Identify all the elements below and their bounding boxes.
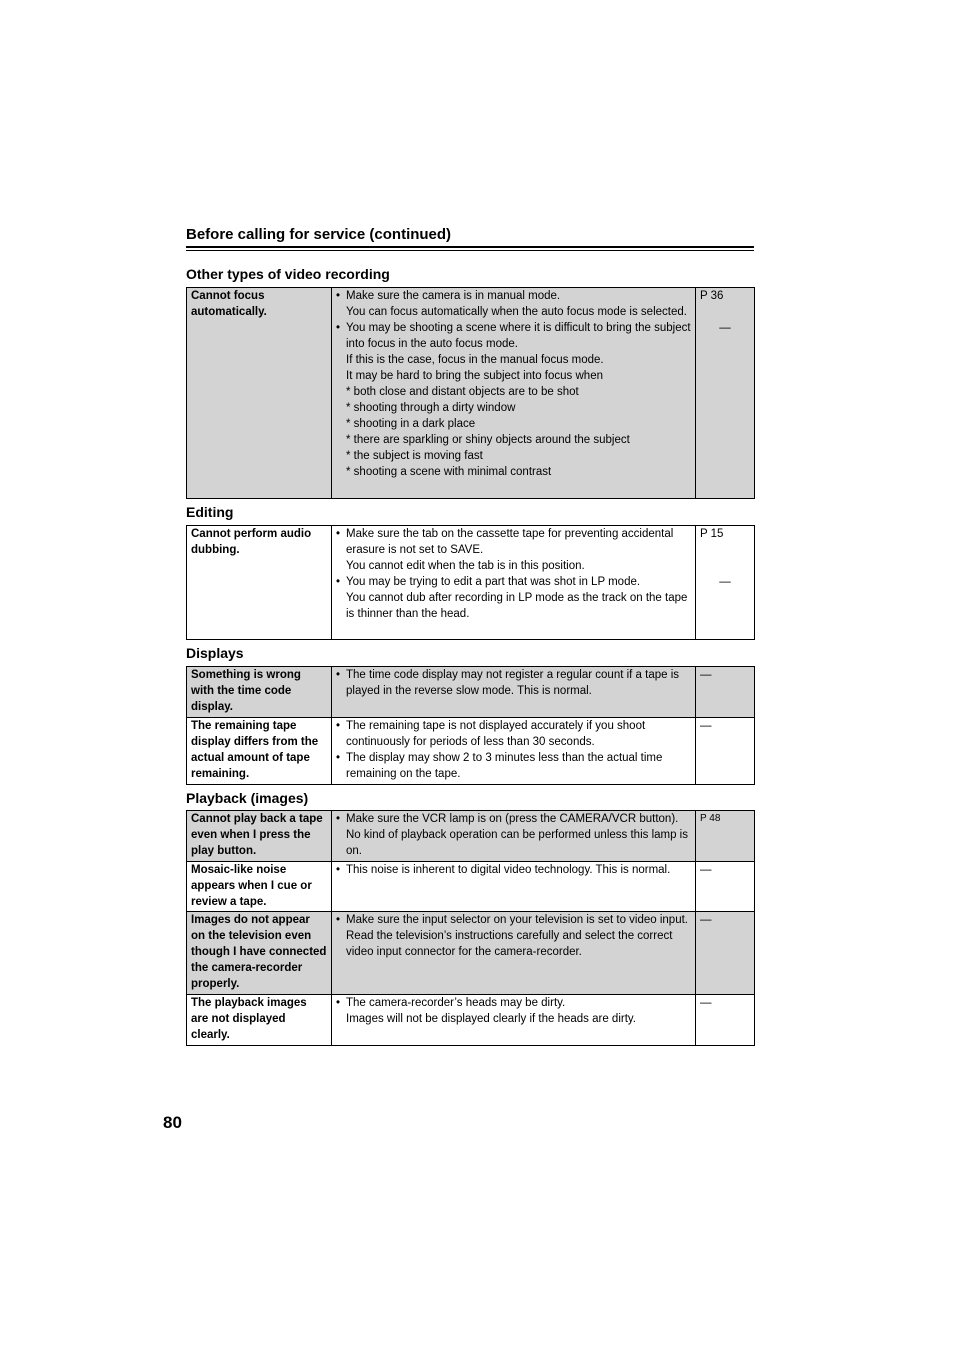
problem-cell: The playback images are not displayed clearly. bbox=[187, 995, 332, 1046]
video-table bbox=[186, 287, 755, 499]
problem-cell: Something is wrong with the time code display. bbox=[187, 667, 332, 718]
solution-line: This noise is inherent to digital video technology. This is normal. bbox=[346, 864, 671, 876]
table-row bbox=[187, 526, 755, 640]
solution-line: * shooting in a dark place bbox=[346, 418, 476, 430]
bullet-glyph: • bbox=[336, 290, 341, 302]
solution-line: You may be shooting a scene where it is difficult to bring the subject into focus in the auto focus mode. bbox=[346, 322, 691, 350]
solution-line: * there are sparkling or shiny objects around the subject bbox=[346, 434, 630, 446]
solution-line: You may be trying to edit a part that was shot in LP mode. bbox=[346, 576, 641, 588]
problem-cell: The remaining tape display differs from the actual amount of tape remaining. bbox=[187, 718, 332, 785]
page-reference: — bbox=[700, 914, 712, 926]
solution-line: Read the television’s instructions carefully and select the correct video input connector for the camera-recorder. bbox=[346, 930, 673, 958]
reference-cell bbox=[696, 811, 755, 862]
page-title: Before calling for service (continued) bbox=[186, 226, 452, 243]
solution-cell bbox=[332, 667, 696, 718]
page-reference: P 48 bbox=[700, 813, 721, 824]
displays-table bbox=[186, 666, 755, 785]
bullet-glyph: • bbox=[336, 576, 341, 588]
table-row bbox=[187, 912, 755, 995]
page-reference: — bbox=[719, 576, 731, 588]
solution-line: * both close and distant objects are to be shot bbox=[346, 386, 579, 398]
section-heading-video: Other types of video recording bbox=[186, 266, 390, 282]
solution-line: You cannot dub after recording in LP mode as the track on the tape is thinner than the head. bbox=[346, 592, 688, 620]
solution-line: No kind of playback operation can be performed unless this lamp is on. bbox=[346, 829, 688, 857]
title-rule-thin bbox=[186, 250, 754, 251]
table-row bbox=[187, 667, 755, 718]
solution-line: * shooting a scene with minimal contrast bbox=[346, 466, 552, 478]
bullet-glyph: • bbox=[336, 720, 341, 732]
playback-table bbox=[186, 810, 755, 1046]
solution-line: The camera-recorder’s heads may be dirty. bbox=[346, 997, 566, 1009]
page-reference: P 36 bbox=[700, 290, 724, 302]
page-reference: — bbox=[700, 864, 712, 876]
page-reference: — bbox=[700, 997, 712, 1009]
page-reference: P 15 bbox=[700, 528, 724, 540]
problem-cell: Mosaic-like noise appears when I cue or review a tape. bbox=[187, 862, 332, 912]
reference-cell bbox=[696, 718, 755, 785]
editing-table bbox=[186, 525, 755, 640]
solution-cell bbox=[332, 526, 696, 640]
bullet-glyph: • bbox=[336, 997, 341, 1009]
solution-line: You cannot edit when the tab is in this position. bbox=[346, 560, 585, 572]
problem-cell: Images do not appear on the television even though I have connected the camera-recorder properly. bbox=[187, 912, 332, 995]
reference-cell bbox=[696, 862, 755, 912]
reference-cell bbox=[696, 667, 755, 718]
solution-line: The remaining tape is not displayed accurately if you shoot continuously for periods of less than 30 seconds. bbox=[346, 720, 646, 748]
solution-line: The display may show 2 to 3 minutes less than the actual time remaining on the tape. bbox=[346, 752, 663, 780]
page-reference: — bbox=[700, 720, 712, 732]
page-number: 80 bbox=[163, 1113, 182, 1132]
table-row bbox=[187, 288, 755, 499]
problem-cell: Cannot play back a tape even when I press the play button. bbox=[187, 811, 332, 862]
reference-cell bbox=[696, 912, 755, 995]
solution-line: Make sure the VCR lamp is on (press the CAMERA/VCR button). bbox=[346, 813, 679, 825]
bullet-glyph: • bbox=[336, 528, 341, 540]
reference-cell bbox=[696, 288, 755, 499]
solution-line: Make sure the camera is in manual mode. bbox=[346, 290, 561, 302]
bullet-glyph: • bbox=[336, 864, 341, 876]
bullet-glyph: • bbox=[336, 813, 341, 825]
page-reference: — bbox=[719, 322, 731, 334]
solution-cell bbox=[332, 288, 696, 499]
solution-line: If this is the case, focus in the manual focus mode. bbox=[346, 354, 604, 366]
bullet-glyph: • bbox=[336, 914, 341, 926]
reference-cell bbox=[696, 995, 755, 1046]
solution-line: Images will not be displayed clearly if the heads are dirty. bbox=[346, 1013, 636, 1025]
solution-line: * the subject is moving fast bbox=[346, 450, 483, 462]
section-heading-displays: Displays bbox=[186, 645, 244, 661]
solution-line: Make sure the input selector on your television is set to video input. bbox=[346, 914, 688, 926]
solution-line: The time code display may not register a regular count if a tape is played in the reverse slow mode. This is normal. bbox=[346, 669, 680, 697]
solution-line: Make sure the tab on the cassette tape for preventing accidental erasure is not set to SAVE. bbox=[346, 528, 674, 556]
table-row bbox=[187, 862, 755, 912]
solution-line: You can focus automatically when the auto focus mode is selected. bbox=[346, 306, 687, 318]
table-row bbox=[187, 995, 755, 1046]
bullet-glyph: • bbox=[336, 752, 341, 764]
solution-cell bbox=[332, 862, 696, 912]
solution-cell bbox=[332, 912, 696, 995]
table-row bbox=[187, 811, 755, 862]
bullet-glyph: • bbox=[336, 669, 341, 681]
table-row bbox=[187, 718, 755, 785]
page-reference: — bbox=[700, 669, 712, 681]
title-rule bbox=[186, 246, 754, 248]
problem-cell: Cannot perform audio dubbing. bbox=[187, 526, 332, 640]
reference-cell bbox=[696, 526, 755, 640]
solution-cell bbox=[332, 995, 696, 1046]
problem-cell: Cannot focus automatically. bbox=[187, 288, 332, 499]
solution-line: * shooting through a dirty window bbox=[346, 402, 516, 414]
solution-cell bbox=[332, 811, 696, 862]
bullet-glyph: • bbox=[336, 322, 341, 334]
section-heading-editing: Editing bbox=[186, 504, 234, 520]
solution-cell bbox=[332, 718, 696, 785]
solution-line: It may be hard to bring the subject into focus when bbox=[346, 370, 603, 382]
section-heading-playback: Playback (images) bbox=[186, 790, 309, 806]
